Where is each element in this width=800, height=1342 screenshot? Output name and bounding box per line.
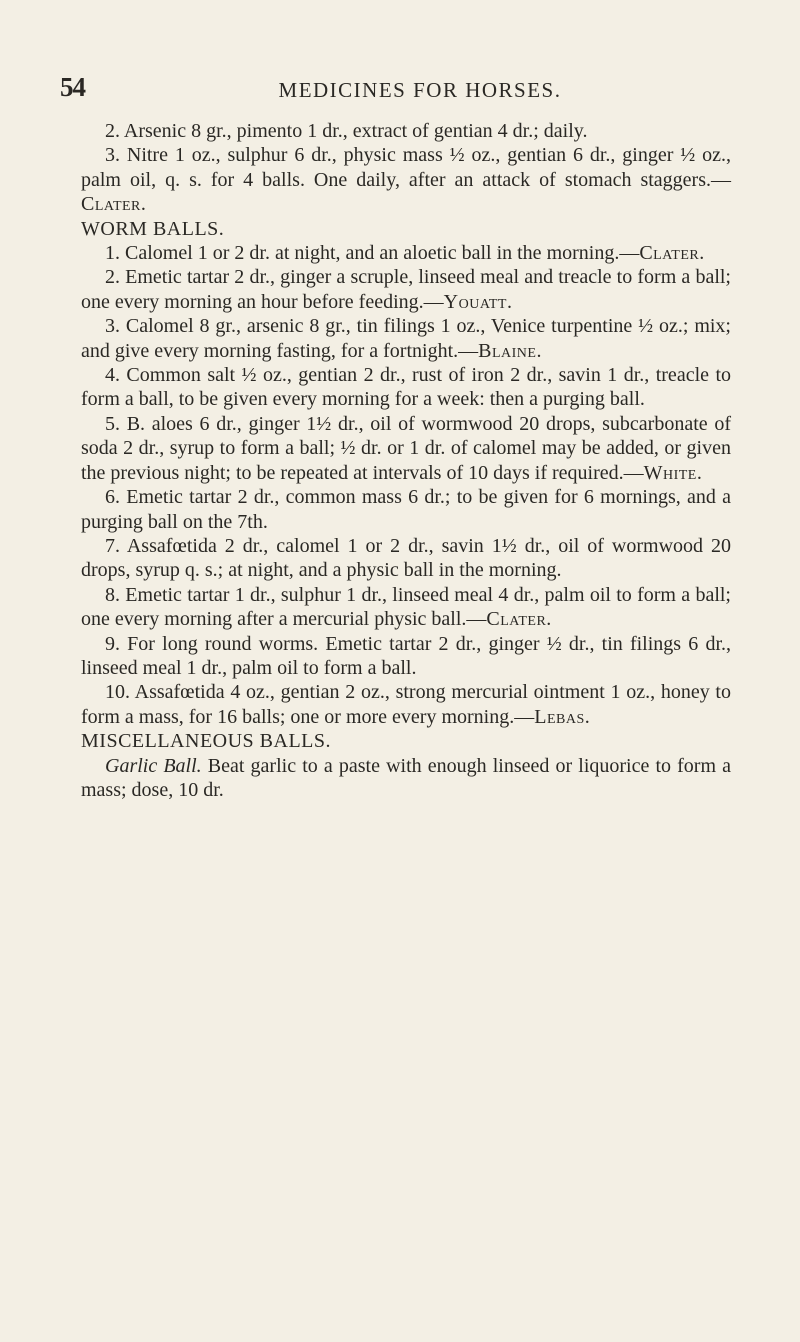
- recipe-credit: Lebas.: [534, 705, 591, 728]
- recipe-credit: Clater.: [639, 242, 705, 265]
- recipe-text: 8. Emetic tartar 1 dr., sulphur 1 dr., linseed meal 4 dr., palm oil to form a ball; one every morning after a mercurial physic ball.—: [81, 583, 731, 631]
- recipe-text: 9. For long round worms. Emetic tartar 2 dr., ginger ½ dr., tin filings 6 dr., linseed meal 1 dr., palm oil to form a ball.: [81, 632, 731, 679]
- recipe-paragraph: [81, 583, 731, 632]
- recipe-paragraph: [81, 314, 731, 363]
- recipe-paragraph: [81, 119, 731, 143]
- recipe-text: 4. Common salt ½ oz., gentian 2 dr., rust of iron 2 dr., savin 1 dr., treacle to form a ball, to be given every morning for a week: then a purging ball.: [81, 364, 731, 411]
- recipe-credit: White.: [643, 461, 703, 484]
- page-header: [60, 72, 760, 108]
- page-number: 54: [60, 72, 85, 102]
- recipe-credit: Clater.: [486, 608, 552, 631]
- recipe-text: 7. Assafœtida 2 dr., calomel 1 or 2 dr., savin 1½ dr., oil of wormwood 20 drops, syrup q. s.; at night, and a physic ball in the morning.: [81, 534, 731, 582]
- recipe-text: 5. B. aloes 6 dr., ginger 1½ dr., oil of wormwood 20 drops, subcarbonate of soda 2 dr., syrup to form a ball; ½ dr. or 1 dr. of calomel may be added, or given the previous night; to be repeated at intervals of 10 days if required.—: [81, 412, 731, 484]
- recipe-credit: Youatt.: [443, 290, 513, 313]
- recipe-text: 2. Arsenic 8 gr., pimento 1 dr., extract of gentian 4 dr.; daily.: [105, 120, 588, 142]
- recipe-paragraph: [81, 241, 731, 265]
- running-head: MEDICINES FOR HORSES.: [278, 78, 562, 102]
- recipe-credit: Clater.: [81, 193, 147, 216]
- recipe-text: 1. Calomel 1 or 2 dr. at night, and an aloetic ball in the morning.—: [105, 242, 640, 265]
- recipe-paragraph: [81, 754, 731, 803]
- section-heading: WORM BALLS.: [81, 217, 225, 240]
- recipe-paragraph: [81, 632, 731, 681]
- page-body: [81, 119, 731, 802]
- recipe-text: 2. Emetic tartar 2 dr., ginger a scruple, linseed meal and treacle to form a ball; one every morning an hour before feeding.—: [81, 266, 731, 313]
- recipe-text: 10. Assafœtida 4 oz., gentian 2 oz., strong mercurial ointment 1 oz., honey to form a mass, for 16 balls; one or more every morning.—: [81, 681, 731, 728]
- section-heading: MISCELLANEOUS BALLS.: [81, 730, 332, 753]
- recipe-paragraph: [81, 534, 731, 583]
- recipe-paragraph: [81, 680, 731, 729]
- recipe-paragraph: [81, 412, 731, 485]
- recipe-text: 6. Emetic tartar 2 dr., common mass 6 dr.; to be given for 6 mornings, and a purging ball on the 7th.: [81, 486, 731, 533]
- recipe-text: 3. Nitre 1 oz., sulphur 6 dr., physic mass ½ oz., gentian 6 dr., ginger ½ oz., palm oil, q. s. for 4 balls. One daily, after an attack of stomach staggers.—: [81, 144, 731, 191]
- recipe-text: Beat garlic to a paste with enough linseed or liquorice to form a mass; dose, 10 dr.: [81, 754, 732, 801]
- recipe-paragraph: [81, 485, 731, 534]
- recipe-text: 3. Calomel 8 gr., arsenic 8 gr., tin filings 1 oz., Venice turpentine ½ oz.; mix; and give every morning fasting, for a fortnight.—: [81, 315, 731, 362]
- recipe-lead: Garlic Ball.: [105, 754, 202, 777]
- recipe-paragraph: [81, 143, 731, 216]
- recipe-paragraph: [81, 363, 731, 412]
- recipe-paragraph: [81, 265, 731, 314]
- recipe-credit: Blaine.: [478, 339, 542, 362]
